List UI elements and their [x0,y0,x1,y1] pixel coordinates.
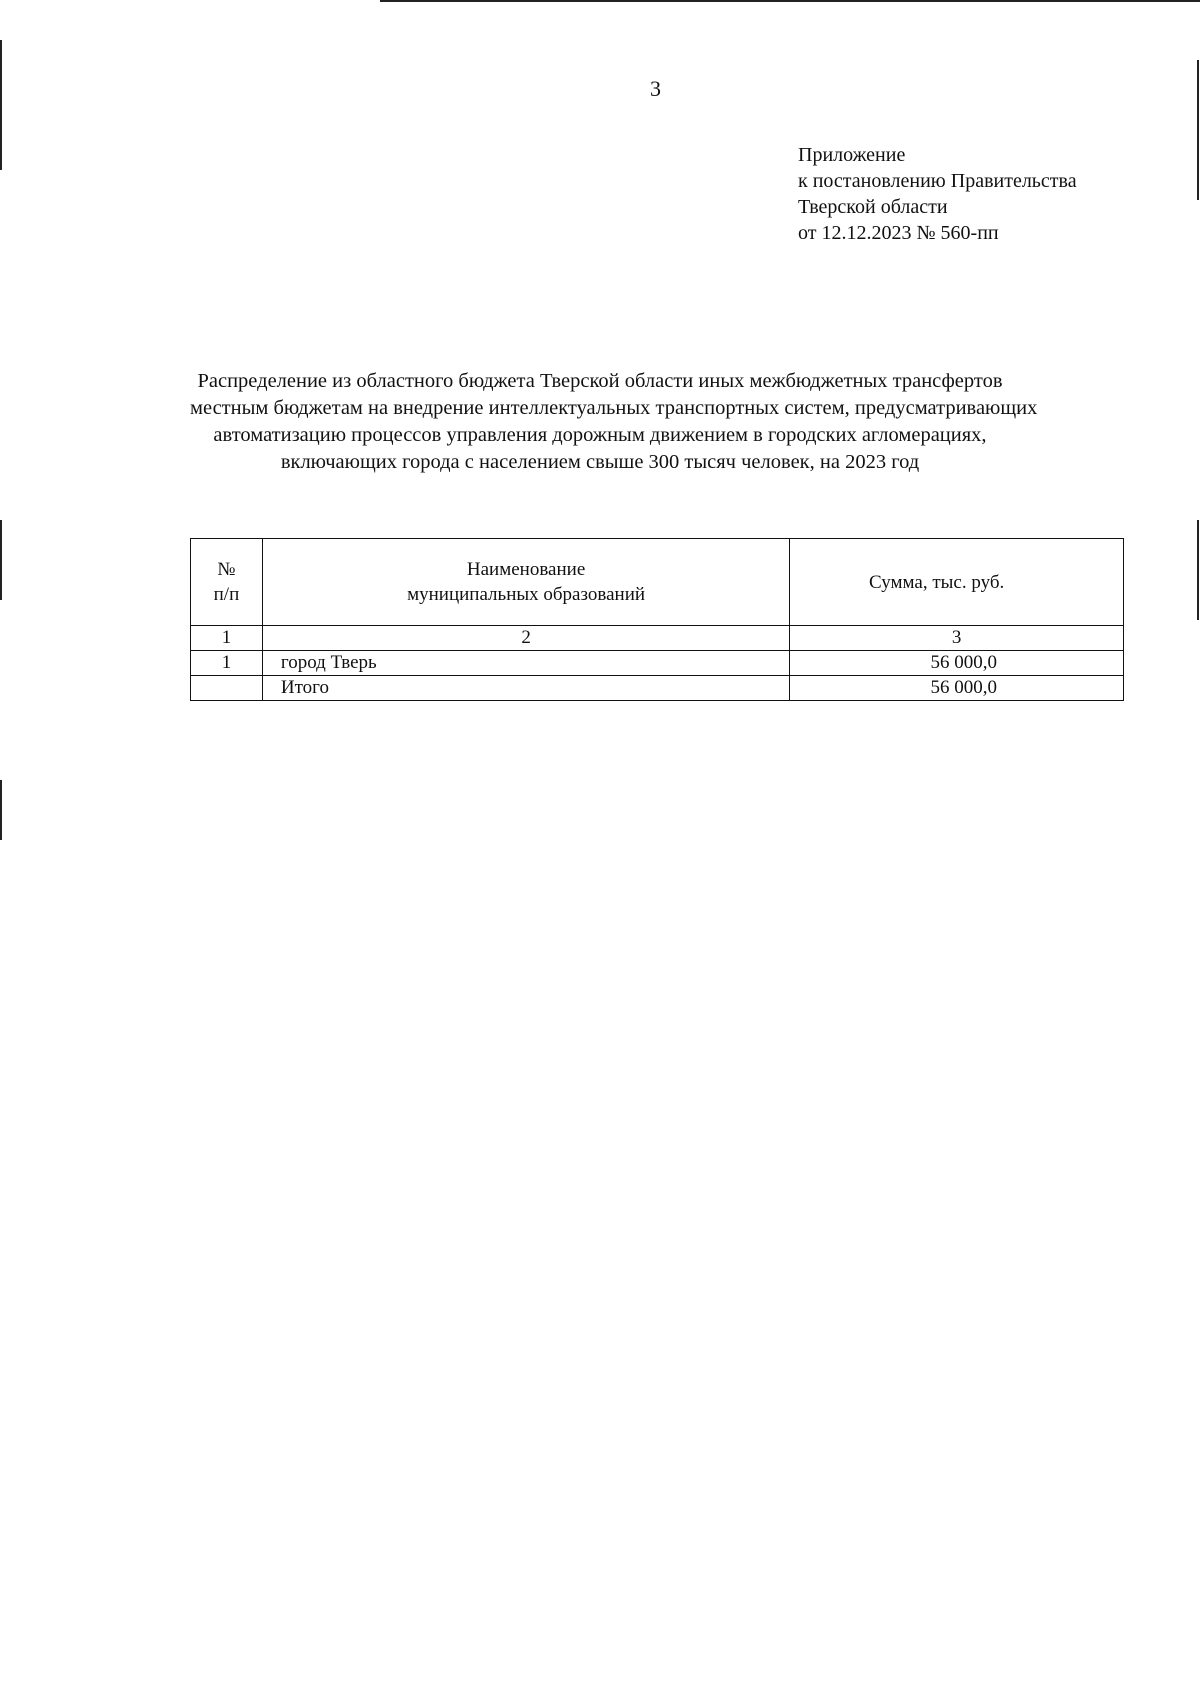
header-name-line: муниципальных образований [407,584,646,605]
row-name-cell: Итого [262,676,789,701]
scan-edge-left [0,40,2,170]
scan-edge-right [1197,60,1199,200]
appendix-line: Приложение [798,144,906,166]
appendix-line: Тверской области [798,196,948,218]
scan-edge-right [1197,520,1199,620]
distribution-table [190,538,1124,701]
header-number-cell [191,539,263,626]
table-header-row [191,539,1124,626]
row-name-cell: город Тверь [262,651,789,676]
column-index-cell: 1 [191,626,263,651]
title-line: включающих города с населением свыше 300 тысяч человек, на 2023 год [280,451,920,473]
row-number-cell: 1 [191,651,263,676]
title-line: местным бюджетам на внедрение интеллектуальных транспортных систем, предусматривающих [190,397,1038,419]
page-number: 3 [650,76,661,101]
header-sum-cell: Сумма, тыс. руб. [790,539,1124,626]
header-number-abbrev: п/п [213,584,240,605]
column-index-cell: 2 [262,626,789,651]
header-name-line: Наименование [466,559,586,580]
column-index-cell: 3 [790,626,1124,651]
row-sum-cell: 56 000,0 [790,676,1124,701]
appendix-line: от 12.12.2023 № 560-пп [798,222,999,244]
scan-edge-top [380,0,1200,2]
appendix-block [798,142,1077,246]
document-title [190,368,1038,476]
title-line: Распределение из областного бюджета Тверской области иных межбюджетных трансфертов [197,370,1003,392]
appendix-line: к постановлению Правительства [798,170,1077,192]
scan-edge-left [0,780,2,840]
table-row [191,651,1124,676]
header-number-symbol: № [217,559,236,580]
title-line: автоматизацию процессов управления дорожным движением в городских агломерациях, [213,424,987,446]
column-index-row [191,626,1124,651]
scan-edge-left [0,520,2,600]
row-sum-cell: 56 000,0 [790,651,1124,676]
header-name-cell [262,539,789,626]
row-number-cell [191,676,263,701]
table-total-row [191,676,1124,701]
